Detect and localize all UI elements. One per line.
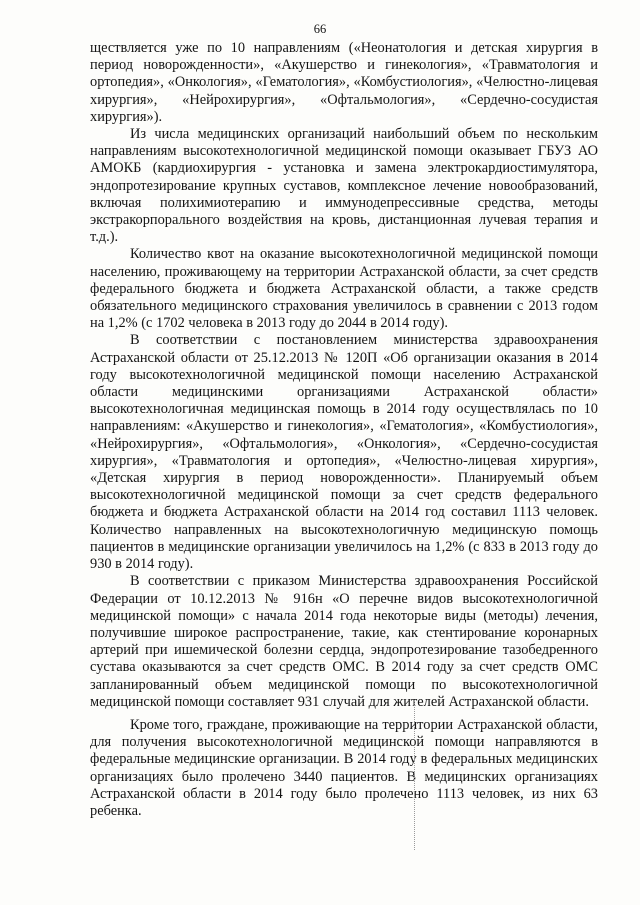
paragraph-federal-order: В соответствии с приказом Министерства здравоохранения Российской Федерации от 10.12.2013 № 916н «О перечне видов высокотехнологичной медицинской помощи» с начала 2014 года некоторые виды (методы) лечения, получившие широкое распространение, такие, как стентирование коронарных артерий при ишемической болезни сердца, эндопротезирование тазобедренного сустава оказываются за счет средств ОМС. В 2014 году за счет средств ОМС запланированный объем медицинской помощи по высокотехнологичной медицинской помощи составляет 931 случай для жителей Астраханской области. [90,573,598,710]
paragraph-quota-count: Количество квот на оказание высокотехнологичной медицинской помощи населению, проживающему на территории Астраханской области, за счет средств федерального бюджета и бюджета Астраханской области, а также средств обязательного медицинского страхования увеличилось в сравнении с 2013 годом на 1,2% (с 1702 человека в 2013 году до 2044 в 2014 году). [90,246,598,332]
scan-fold-mark [414,700,416,850]
paragraph-ministry-decree: В соответствии с постановлением министерства здравоохранения Астраханской области от 25.12.2013 № 120П «Об организации оказания в 2014 году высокотехнологичной медицинской помощи населению Астраханской области медицинскими организациями Астраханской области» высокотехнологичная медицинская помощь в 2014 году осуществлялась по 10 направлениям: «Акушерство и гинекология», «Гематология», «Комбустиология», «Нейрохирургия», «Офтальмология», «Онкология», «Сердечно-сосудистая хирургия», «Травматология и ортопедия», «Челюстно-лицевая хирургия», «Детская хирургия в период новорожденности». Планируемый объем высокотехнологичной медицинской помощи за счет средств федерального бюджета и бюджета Астраханской области на 2014 год составил 1113 человек. Количество направленных на высокотехнологичную медицинскую помощь пациентов в медицинские организации увеличилось на 1,2% (с 833 в 2013 году до 930 в 2014 году). [90,332,598,573]
page-number: 66 [313,22,327,36]
paragraph-continuation: ществляется уже по 10 направлениям («Неонатология и детская хирургия в период новорожденности», «Акушерство и гинекология», «Травматология и ортопедия», «Онкология», «Гематология», «Комбустиология», «Челюстно-лицевая хирургия», «Нейрохирургия», «Офтальмология», «Сердечно-сосудистая хирургия»). [90,40,598,125]
paragraph-federal-organizations: Кроме того, граждане, проживающие на территории Астраханской области, для получения высокотехнологичной медицинской помощи направляются в федеральные медицинские организации. В 2014 году в федеральных медицинских организациях было пролечено 3440 пациентов. В медицинских организациях Астраханской области в 2014 году было пролечено 1113 человек, из них 63 ребенка. [90,716,598,819]
paragraph-amokb: Из числа медицинских организаций наибольший объем по нескольким направлениям высокотехнологичной медицинской помощи оказывает ГБУЗ АО АМОКБ (кардиохирургия - установка и замена электрокардиостимулятора, эндопротезирование крупных суставов, комплексное лечение новообразований, включая полихимиотерапию и иммунодепрессивные средства, методы экстракорпорального воздействия на кровь, дистанционная лучевая терапия и т.д.). [90,126,598,246]
document-body [90,40,598,820]
